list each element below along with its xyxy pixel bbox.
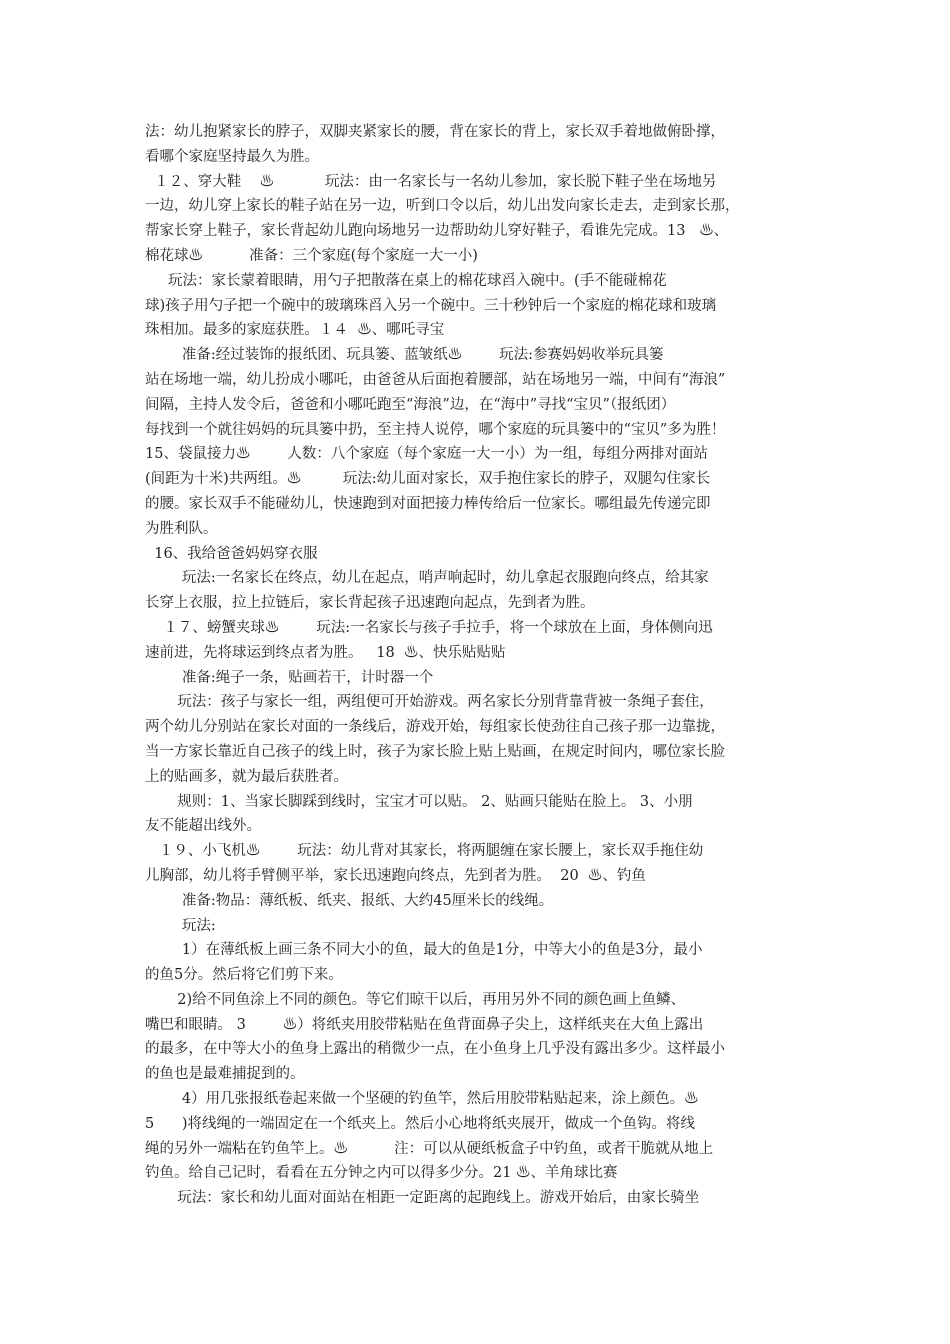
text-line: 上的贴画多，就为最后获胜者。 [145,768,348,785]
text-line: 间隔，主持人发令后，爸爸和小哪吒跑至“海浪”边，在“海中”寻找“宝贝”（报纸团） [145,396,676,413]
text-line: 友不能超出线外。 [145,818,261,835]
text-line: 玩法：家长和幼儿面对面站在相距一定距离的起跑线上。游戏开始后，由家长骑坐 [145,1190,700,1207]
text-line: 嘴巴和眼睛。 3 ♨）将纸夹用胶带粘贴在鱼背面鼻子尖上，这样纸夹在大鱼上露出 [145,1016,704,1033]
text-line: 玩法: [145,917,216,934]
text-line: 玩法：孩子与家长一组，两组便可开始游戏。两名家长分别背靠背被一条绳子套住， [145,694,714,711]
text-line: 15、袋鼠接力♨ 人数：八个家庭（每个家庭一大一小）为一组，每组分两排对面站 [145,446,708,463]
text-line: 钓鱼。给自己记时，看看在五分钟之内可以得多少分。21 ♨、羊角球比赛 [145,1165,618,1182]
text-line: 的腰。家长双手不能碰幼儿，快速跑到对面把接力棒传给后一位家长。哪组最先传递完即 [145,495,711,512]
text-line: 准备:绳子一条，贴画若干，计时器一个 [145,669,434,686]
text-line: 2)给不同鱼涂上不同的颜色。等它们晾干以后，再用另外不同的颜色画上鱼鳞、 [145,991,686,1008]
text-line: 准备:经过装饰的报纸团、玩具篓、蓝皱纸♨ 玩法:参赛妈妈收举玩具篓 [145,347,664,364]
document-body [145,120,825,1211]
text-line: 两个幼儿分别站在家长对面的一条线后，游戏开始，每组家长使劲往自己孩子那一边靠拢， [145,719,725,736]
text-line: 4）用几张报纸卷起来做一个坚硬的钓鱼竿，然后用胶带粘贴起来，涂上颜色。♨ [145,1091,699,1108]
text-line: 一边，幼儿穿上家长的鞋子站在另一边，听到口令以后，幼儿出发向家长走去，走到家长那， [145,198,740,215]
text-line: 每找到一个就往妈妈的玩具篓中扔，至主持人说停，哪个家庭的玩具篓中的“宝贝”多为胜！ [145,421,726,438]
text-line: 5 )将线绳的一端固定在一个纸夹上。然后小心地将纸夹展开，做成一个鱼钩。将线 [145,1115,696,1132]
text-line: 玩法：家长蒙着眼睛，用勺子把散落在桌上的棉花球舀入碗中。(手不能碰棉花 [145,272,667,289]
text-line: 球)孩子用勺子把一个碗中的玻璃珠舀入另一个碗中。三十秒钟后一个家庭的棉花球和玻璃 [145,297,717,314]
text-line: 速前进，先将球运到终点者为胜。 18 ♨、快乐贴贴贴 [145,644,506,661]
text-line: 准备:物品：薄纸板、纸夹、报纸、大约45厘米长的线绳。 [145,892,554,909]
text-line: 的鱼5分。然后将它们剪下来。 [145,967,343,984]
text-line: 看哪个家庭坚持最久为胜。 [145,148,319,165]
text-line: 16、我给爸爸妈妈穿衣服 [145,545,318,562]
text-line: 儿胸部，幼儿将手臂侧平举，家长迅速跑向终点，先到者为胜。 20 ♨、钓鱼 [145,867,646,884]
text-line: 绳的另外一端粘在钓鱼竿上。♨ 注：可以从硬纸板盒子中钓鱼，或者干脆就从地上 [145,1140,714,1157]
text-line: 棉花球♨ 准备：三个家庭(每个家庭一大一小) [145,247,478,264]
text-line: １７、螃蟹夹球♨ 玩法:一名家长与孩子手拉手，将一个球放在上面，身体侧向迅 [145,619,713,636]
text-line: 的最多，在中等大小的鱼身上露出的稍微少一点，在小鱼身上几乎没有露出多少。这样最小 [145,1041,725,1058]
text-line: １９、小飞机♨ 玩法：幼儿背对其家长，将两腿缠在家长腰上，家长双手拖住幼 [145,843,704,860]
text-line: 为胜利队。 [145,520,218,537]
text-line: 规则：1、当家长脚踩到线时，宝宝才可以贴。 2、贴画只能贴在脸上。 3、小朋 [145,793,693,810]
text-line: (间距为十米)共两组。♨ 玩法:幼儿面对家长，双手抱住家长的脖子，双腿勾住家长 [145,471,711,488]
text-line: 1）在薄纸板上画三条不同大小的鱼，最大的鱼是1分，中等大小的鱼是3分，最小 [145,942,703,959]
text-line: 玩法:一名家长在终点，幼儿在起点，哨声响起时，幼儿拿起衣服跑向终点，给其家 [145,570,709,587]
text-line: 站在场地一端，幼儿扮成小哪吒，由爸爸从后面抱着腰部，站在场地另一端，中间有“海浪” [145,371,726,388]
text-line: 长穿上衣服，拉上拉链后，家长背起孩子迅速跑向起点，先到者为胜。 [145,595,595,612]
text-line: １２、穿大鞋 ♨ 玩法：由一名家长与一名幼儿参加，家长脱下鞋子坐在场地另 [145,173,717,190]
text-line: 法：幼儿抱紧家长的脖子，双脚夹紧家长的腰，背在家长的背上，家长双手着地做俯卧撑， [145,124,725,140]
text-line: 珠相加。最多的家庭获胜。１４ ♨、哪吒寻宝 [145,322,445,339]
text-line: 当一方家长靠近自己孩子的线上时，孩子为家长脸上贴上贴画，在规定时间内，哪位家长脸 [145,743,725,760]
text-line: 的鱼也是最难捕捉到的。 [145,1066,305,1083]
text-line: 帮家长穿上鞋子，家长背起幼儿跑向场地另一边帮助幼儿穿好鞋子，看谁先完成。13 ♨、 [145,223,729,240]
